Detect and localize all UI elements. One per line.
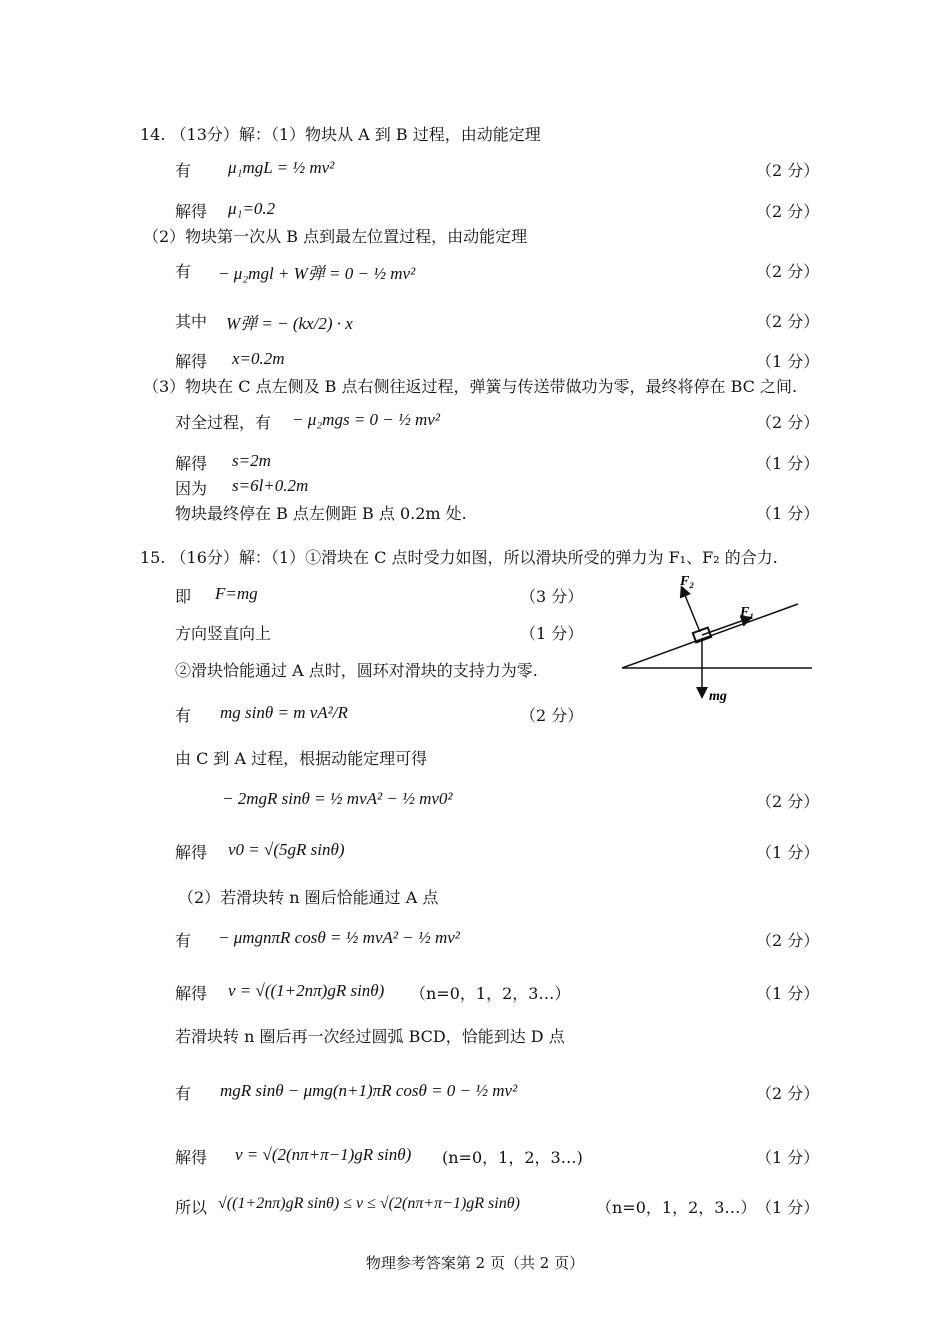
q14-line5-label: 解得 [175,352,208,371]
q14-line2-score: （2 分） [756,202,820,221]
q15-line5-text: 由 C 到 A 过程，根据动能定理可得 [175,749,428,768]
q15-line4-score: （2 分） [520,706,584,725]
q15-line2-text: 方向竖直向上 [175,624,272,643]
q14-line4-score: （2 分） [756,312,820,331]
q14-line3-equation: − μ₂mgl + W弹 = 0 − ½ mv² [218,264,416,283]
q15-line11-label: 有 [175,1084,192,1103]
q14-line7-equation: s=2m [232,451,271,470]
q14-line1-label: 有 [175,161,192,180]
q15-line1-label: 即 [175,587,192,606]
q15-line4-equation: mg sinθ = m vA²/R [220,703,348,722]
q15-line12-condition: (n=0，1，2，3…) [442,1148,583,1167]
q15-header: 15. （16分）解：（1）①滑块在 C 点时受力如图，所以滑块所受的弹力为 F₁、F₂ 的合力. [140,548,778,567]
f1-label: F₁ [740,605,755,620]
q15-line11-score: （2 分） [756,1084,820,1103]
q15-line8-label: 有 [175,931,192,950]
q14-line5-equation: x=0.2m [232,349,285,368]
q15-line12-equation: v = √(2(nπ+π−1)gR sinθ) [235,1145,412,1164]
q15-line6-equation: − 2mgR sinθ = ½ mvA² − ½ mv0² [222,789,453,808]
q15-line10-text: 若滑块转 n 圈后再一次经过圆弧 BCD，恰能到达 D 点 [175,1027,565,1046]
f2-label: F₂ [680,574,695,589]
q14-line9-text: 物块最终停在 B 点左侧距 B 点 0.2m 处. [175,504,467,523]
q14-part3-text: （3）物块在 C 点左侧及 B 点右侧往返过程，弹簧与传送带做功为零，最终将停在 BC 之间. [143,377,798,396]
q15-line13-score: （1 分） [756,1198,820,1217]
q15-line1-score: （3 分） [520,587,584,606]
q15-line13-label: 所以 [175,1198,208,1217]
q15-line3-text: ②滑块恰能通过 A 点时，圆环对滑块的支持力为零. [175,661,538,680]
page-footer: 物理参考答案第 2 页（共 2 页） [365,1254,585,1272]
f1-arrow [702,618,750,635]
q14-line3-score: （2 分） [756,262,820,281]
f2-arrow [682,588,700,632]
q14-line8-equation: s=6l+0.2m [232,476,309,495]
q14-line6-label: 对全过程，有 [175,413,272,432]
q14-line2-label: 解得 [175,202,208,221]
q15-line7-equation: v0 = √(5gR sinθ) [228,840,345,859]
q15-line6-score: （2 分） [756,792,820,811]
q14-line9-score: （1 分） [756,504,820,523]
q14-line4-equation: W弹 = − (kx/2) · x [226,314,353,333]
q15-line11-equation: mgR sinθ − μmg(n+1)πR cosθ = 0 − ½ mv² [220,1081,518,1100]
q15-line13-equation: √((1+2nπ)gR sinθ) ≤ v ≤ √(2(nπ+π−1)gR sinθ) [218,1195,520,1212]
q14-line8-label: 因为 [175,479,208,498]
q15-line2-score: （1 分） [520,624,584,643]
q15-line7-label: 解得 [175,843,208,862]
q14-line5-score: （1 分） [756,352,820,371]
q15-line12-label: 解得 [175,1148,208,1167]
q15-part2-text: （2）若滑块转 n 圈后恰能通过 A 点 [178,888,439,907]
q14-part2-text: （2）物块第一次从 B 点到最左位置过程，由动能定理 [143,227,528,246]
q14-line4-label: 其中 [175,312,208,331]
q14-line7-score: （1 分） [756,454,820,473]
q14-header: 14. （13分）解：（1）物块从 A 到 B 过程，由动能定理 [140,125,541,144]
q14-line1-score: （2 分） [756,161,820,180]
q15-line8-equation: − μmgnπR cosθ = ½ mvA² − ½ mv² [218,928,460,947]
mg-label: mg [709,689,727,704]
q14-line2-equation: μ₁=0.2 [228,199,276,218]
q14-line6-equation: − μ₂mgs = 0 − ½ mv² [292,410,440,429]
q15-line12-score: （1 分） [756,1148,820,1167]
q14-line3-label: 有 [175,262,192,281]
q14-line7-label: 解得 [175,454,208,473]
q14-line6-score: （2 分） [756,413,820,432]
q14-line1-equation: μ₁mgL = ½ mv² [228,158,335,177]
q15-line8-score: （2 分） [756,931,820,950]
q15-line4-label: 有 [175,706,192,725]
q15-line9-condition: （n=0，1，2，3…） [410,984,571,1003]
force-diagram [612,560,822,710]
q15-line9-label: 解得 [175,984,208,1003]
q15-line13-condition: （n=0，1，2，3…） [596,1198,757,1217]
q15-line9-equation: v = √((1+2nπ)gR sinθ) [228,981,385,1000]
q15-line1-equation: F=mg [215,584,258,603]
q15-line9-score: （1 分） [756,984,820,1003]
q15-line7-score: （1 分） [756,843,820,862]
